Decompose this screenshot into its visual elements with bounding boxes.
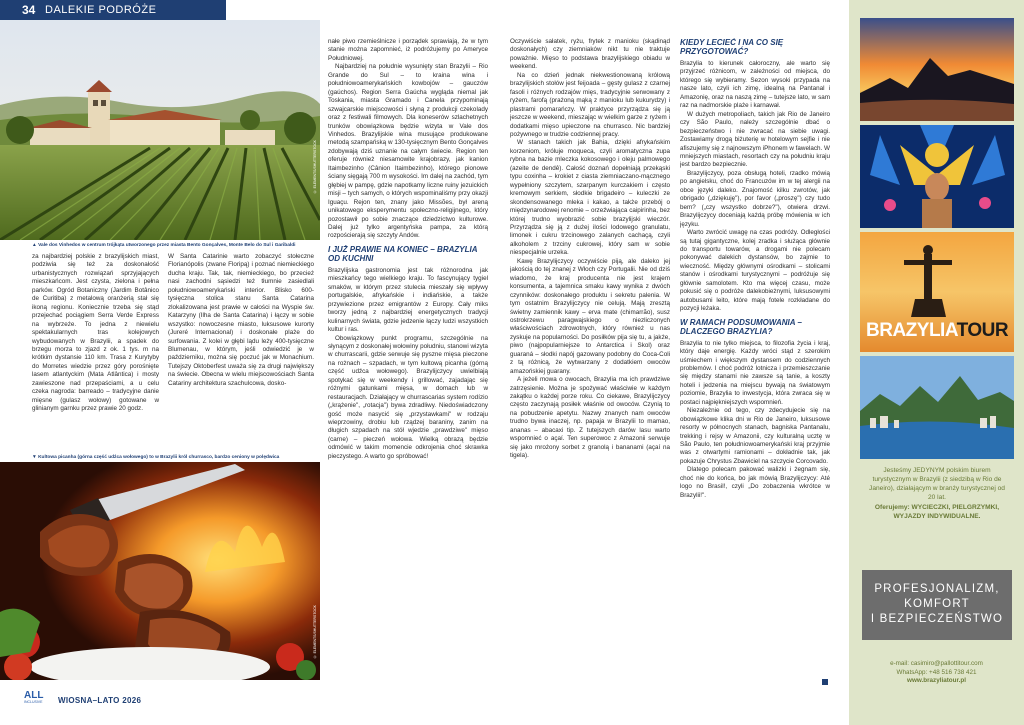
- paragraph: Brazylijska gastronomia jest tak różnorodna jak mieszkańcy tego wielkiego kraju. To fascynujący tygiel smaków, w którym przez stulecia mieszały się wpływy portugalskie, afrykańskie i indiańskie, a także przywiezione przez emigrantów z Europy. Cały miks tworzy jedną z najbardziej energetycznych tradycji kulinarnych świata, gdzie jedzenie łączy ludzi wszystkich kultur i ras.: [328, 266, 488, 334]
- vineyard-photo: [0, 20, 320, 240]
- advertisement-sidebar: [849, 0, 1024, 725]
- page-number: 34: [22, 3, 36, 17]
- article-column-5: [680, 38, 830, 688]
- slogan-box: [862, 570, 1012, 640]
- contact-email[interactable]: e-mail: casimiro@pallottitour.com: [890, 660, 983, 667]
- vineyard-illustration: [0, 20, 320, 240]
- paragraph: Oczywiście sałatek, ryżu, frytek z manioku (skądinąd doskonałych) czy ziemniaków nikt tu nie traktuje poważnie. Mięso to podstawa brazylijskiego obiadu w weekend.: [510, 38, 670, 71]
- paragraph: W Santa Catarinie warto zobaczyć stołeczne Florianópolis (zwane Floripą) i poznać niemieckiego ducha kraju. Tak, tak, niemieckiego, bo przecież nasi zachodni sąsiedzi też tłumnie zasiedlali południowoamerykański interior. Blisko 600-tysięczna stolica stanu Santa Catarina zlokalizowana jest prawie w całości na Wyspie św. Katarzyny (Ilha de Santa Catarina) i łączy w sobie wszystko: nowoczesne miasto, luksusowe kurorty (Jureré Internacional) i doskonałe plaże do surfowania. Z kolei w głębi lądu leży 400-tysięczne Blumenau, w którym, jeśli odwiedzić je w październiku, można się poczuć jak w Monachium. Tutejszy Oktoberfest uważa się za drugi największy na świecie. Obecna w wielu miejscowościach Santa Catariny architektura szachulcowa, dosko-: [168, 253, 314, 387]
- paragraph: Najbardziej na południe wysunięty stan Brazylii – Rio Grande do Sul – to kraina wina i południowoamerykańskich kowbojów – gauczów (gaúchos). Region Serra Gaúcha wygląda niemal jak Toskania, miasta Gramado i Canela przypominają szwajcarskie miejscowości i słyną z produkcji czekolady oraz z festiwali filmowych. Dla koneserów szlachetnych trunków obowiązkowa będzie wizyta w Vale dos Vinhedos. Brazylijskie wina musujące produkowane metodą szampańską w 130-tysięcznym Bento Gonçalves zdobywają dziś uznanie na całym świecie. Region ten oferuje również niesamowite krajobrazy, jak kanion Itaimbezinho (Cânion Itaimbezinho), którego pionowe ściany sięgają 700 m wysokości. Im dalej na zachód, tym głębiej w pampę, gdzie napotkamy liczne ruiny jezuickich misji – tych samych, o których wspominaliśmy przy okazji Iguaçu. Rejon ten, znany jako Missões, był areną unikatowego eksperymentu społeczno-religijnego, który pozostawił po sobie znaczące dziedzictwo kulturowe. Dalej już tylko argentyńska pampa, za którą rozpościerają się szczyty Andów.: [328, 63, 488, 240]
- slogan-line: PROFESJONALIZM,: [874, 583, 1000, 595]
- paragraph: W stanach takich jak Bahia, dzięki afrykańskim korzeniom, króluje moqueca, czyli aromatyczna zupa rybna na bazie mleczka kokosowego i oleju palmowego (azeite de dendê). Całość doznań dopełniają przekąski typu coxinha – krokiet z ciasta ziemniaczano-mącznego wypełniony szczytem, szarpanym kurczakiem i często kremowym serkiem, słodkie brigadeiro – kuleczki ze skondensowanego mleka i kakao, a także przebój o międzynarodowej renomie – orzeźwiająca caipirinha, bez której trudno wyobrazić sobie brazylijski wieczór. Przyrządza się ją z dużej ilości lodowego granulatu, limonek i cukru trzcinowego zalanych cachaçą, czyli alkoholem z trzciny cukrowej, który sam w sobie niespecjalnie urzeka.: [510, 139, 670, 257]
- paragraph: za najbardziej polskie z brazylijskich miast, podziwia się też za doskonałość urbanistycznych rozwiązań sprzyjających mieszkańcom. Jest czysta, zielona i pełna parków. Ogród Botaniczny (Jardim Botânico de Curitiba) z metalową oranżerią stał się ikoną regionu. Koniecznie trzeba się stąd przejechać pociągiem Serra Verde Express na wybrzeże. To jedna z niewielu spektakularnych tras kolejowych wybudowanych w Brazylii, a spadek do brzegu morza to zjazd z ok. 1 tys. m na krótkim dystansie 110 km. Trasa z Kurytyby do Morretes wiedzie przez góry porośnięte lasem atlantyckim (Mata Atlântica) i mosty zawieszone nad przepaściami, a u celu czeka nagroda: barreado – tradycyjne danie mięsne (gulasz wołowy) gotowane w glinianym garnku przez prawie 20 godz.: [32, 253, 159, 413]
- end-mark: [822, 679, 828, 685]
- christ-redeemer-photo: [860, 232, 1014, 352]
- photo-credit: © ELEMENTS/SHUTTERSTOCK: [313, 140, 317, 194]
- slogan-line: I BEZPIECZEŃSTWO: [870, 613, 1004, 625]
- triangle-up-icon: ▲: [32, 243, 37, 248]
- section-heading: I JUŻ PRAWIE NA KONIEC – BRAZYLIA OD KUCHNI: [328, 244, 478, 263]
- issue-date: WIOSNA–LATO 2026: [58, 696, 142, 705]
- agency-intro: Jesteśmy JEDYNYM polskim biurem turystycznym w Brazylii (z siedzibą w Rio de Janeiro), działającym w branży turystycznej od 20 lat.: [869, 467, 1005, 501]
- rio-panorama-photo: [860, 356, 1014, 459]
- carnival-photo: [860, 125, 1014, 228]
- paragraph: Na co dzień jednak niekwestionowaną królową brazylijskich stołów jest feijoada – gęsty gulasz z czarnej fasoli i różnych rodzajów mięs, tradycyjnie serwowany z ryżem, farofą (prażoną mąką z manioku lub kukurydzy) i plastrami pomarańczy. W praktyce przyrządza się ją jeszcze w weekend, mieszając w wielkim garze z ryżem i dodatkami mięso upieczone na churrasco. Nic bardziej pożywnego w trudzie codziennej pracy.: [510, 71, 670, 138]
- photo-credit: © ELEMENTS/SHUTTERSTOCK: [313, 605, 317, 659]
- paragraph: Kawę Brazylijczycy oczywiście piją, ale daleko jej jakością do tej znanej z Włoch czy Portugalii. Nie od dziś wiadomo, że kraj producenta nie jest krajem konsumenta, a tajemnica smaku kawy wynika z dwóch czynników: doskonałego produktu i sekretu palenia. W tym ostatnim Brazylijczycy nie celują. Mają zresztą świetny zamiennik kawy – erva mate (chimarrão), susz ostrokrzewu paragwajskiego o niezliczonych właściwościach zdrowotnych, który również u nas zyskuje na popularności. Do posiłków pija się tu, a jakże, piwo (najpopularniejsze to Antarctica i Skol) oraz guaraná – słodki napój gazowany podobny do Coca-Coli z tą różnicą, że wytwarzany z dodatkiem owoców amazońskiej guarany.: [510, 257, 670, 375]
- triangle-down-icon: ▼: [32, 455, 37, 460]
- brand-name-part2: TOUR: [956, 320, 1009, 341]
- rio-sunset-photo: [860, 18, 1014, 121]
- paragraph: Warto zwrócić uwagę na czas podróży. Odległości są tutaj gigantyczne, kolej zradka i służąca głównie do transportu towarów, a drogami nie polecam pokonywać dalekich dystansów, bo zajmie to wieczność. Między głównymi ośrodkami – stolicami stanów i ośrodkami turystycznymi – podróżuje się głównie samolotem. Kto ma więcej czasu, może pokusić się o podróże dalekobieżnymi, luksusowymi autobusami leito, które mają fotele rozkładane do pozycji leżaka.: [680, 229, 830, 313]
- paragraph: A jeżeli mowa o owocach, Brazylia ma ich prawdziwe zatrzęsienie. Można je spożywać właściwie w każdym zakątku o każdej porze roku. Co ciekawe, Brazylijczycy często zaczynają posiłek właśnie od owoców. Czynią to na pobudzenie apetytu. Nazwy znanych nam owoców trudno bywa inaczej, np. papaja w Brazylii to mamao, ananas – abacaxi tip. Z tutejszych darów lasu warto wspomnieć o açaí. Ten superowoc z Amazonii serwuje się jako mrożony sorbet z granolą i bananami (açaí na tigela).: [510, 376, 670, 460]
- picanha-illustration: [0, 462, 320, 680]
- paragraph: Brazylijczycy, poza obsługą hoteli, rzadko mówią po angielsku, choć do Francuzów im w tej alergii na obce języki daleko. Znajomość kilku zwrotów, jak obrigado („dziękuję"), por favor („proszę") czy tudo bem? („czy wszystko dobrze?"), otwiera drzwi. Brazylijczycy doceniają każdą próbę mówienia w ich języku.: [680, 169, 830, 228]
- slogan-line: KOMFORT: [904, 598, 970, 610]
- paragraph: Brazylia to kierunek całoroczny, ale warto się przyjrzeć różnicom, w zależności od miejsca, do którego się wybieramy. Sezon wysoki przypada na nasze lato, czyli ich zimę, idealną na Pantanal i Amazonię, oraz na naszą zimę – tutejsze lato, w sam raz na nadmorskie plaże i karnawał.: [680, 60, 830, 110]
- meat-caption: ▼ Kultowa picanha (górna część udźca wołowego) to w Brazylii król churrasco, bardzo ceniony w polędwica: [32, 455, 280, 460]
- section-heading: KIEDY LECIEĆ I NA CO SIĘ PRZYGOTOWAĆ?: [680, 38, 784, 56]
- paragraph: W dużych metropoliach, takich jak Rio de Janeiro czy São Paulo, należy szczególnie dbać o bezpieczeństwo i nie zwracać na siebie uwagi. Zostawiamy drogą biżuterię w hotelowym sejfie i nie afiszujemy się z najnowszym iPhonem w fawelach. W mniejszych miastach, resortach czy na południu kraju jest bardzo bezpiecznie.: [680, 110, 830, 169]
- agency-offer: Oferujemy: WYCIECZKI, PIELGRZYMKI, WYJAZDY INDYWIDUALNE.: [874, 504, 1000, 520]
- paragraph: Obowiązkowy punkt programu, szczególnie na słynącym z doskonałej wołowiny południu, stanowi wizyta w churrascarii, gdzie serwuje się pyszne mięsa pieczone na rożnach – szpadach, w tym kultową picanha (górną część udźca wołowego). Brazylijczycy uwielbiają spotykać się w weekendy i grillować, zajadając się różnymi gatunkami mięsa, w domach lub w restauracjach. Działający w churrascarias system rodízio („krążenie", „rotacja") bywa zdradliwy. Niedoświadczony gość może nasycić się „przystawkami" w rodzaju wieprzowiny, drobiu lub rządzej baraniny, zanim na długich szpadach na stół wjedzie „prawdziwe" mięso (carne) – pieczeń wołowa. Wielką obrazą będzie odmówić w takim momencie odkrojenia choć skrawka pieczystego. A warto go spróbować!: [328, 334, 488, 460]
- article-column-1: [32, 253, 159, 449]
- article-column-4: [510, 38, 670, 688]
- paragraph: Brazylia to nie tylko miejsca, to filozofia życia i kraj, który daje energię. Każdy wróci stąd z szerokim uśmiechem i większym dystansem do codziennych problemów. I choć podróż lotnicza i przemieszczanie się między stanami nie zawsze są tanie, a koszty hoteli i jedzenia na miejscu bywają na światowym poziomie, Brazylia to inwestycja, która zwraca się w postaci najpiękniejszych wspomnień.: [680, 339, 830, 406]
- logo-all: ALL: [24, 690, 44, 701]
- section-title: DALEKIE PODRÓŻE: [45, 4, 157, 16]
- paragraph: Dlatego polecam pakować walizki i żegnam się, choć nie do końca, bo jak mówią Brazylijczycy: Até logo no Brasil!, czyli „Do zobaczenia wkrótce w Brazylii!".: [680, 466, 830, 499]
- section-heading: W RAMACH PODSUMOWANIA – DLACZEGO BRAZYLIA?: [680, 317, 802, 336]
- article-column-3: [328, 38, 488, 688]
- brand-logo: [866, 320, 1008, 342]
- footer-logo: [24, 692, 43, 706]
- paragraph: nałe piwo rzemieślnicze i porządek sprawiają, że w tym stanie można zapomnieć, iż podróżujemy po Ameryce Południowej.: [328, 38, 488, 62]
- contact-website[interactable]: www.brazyliatour.pl: [907, 677, 966, 684]
- contact-whatsapp[interactable]: WhatsApp: +48 516 738 421: [896, 668, 977, 676]
- paragraph: Niezależnie od tego, czy zdecydujecie się na obowiązkowe klika dni w Rio de Janeiro, luksusowe resorty w północnych stanach, bagniska Pantanalu, trekking i rejsy w Amazonii, czy kulturalną ucztę w São Paulo, ten południowoamerykański kraj przyjmie was z otwartymi ramionami – dokładnie tak, jak pokazuje Chrystus Zbawiciel na szczycie Corcovado.: [680, 407, 830, 465]
- brand-name-part1: BRAZYLIA: [866, 320, 957, 341]
- logo-inclusive: INCLUSIVE: [24, 700, 43, 704]
- contact-info: [849, 660, 1024, 686]
- meat-photo: [0, 462, 320, 680]
- vineyard-caption: ▲ Vale dos Vinhedos w centrum trójkąta utworzonego przez miasta Bento Gonçalves, Monte Belo do Sul i Garibaldi: [32, 243, 296, 248]
- article-column-2: [168, 253, 314, 449]
